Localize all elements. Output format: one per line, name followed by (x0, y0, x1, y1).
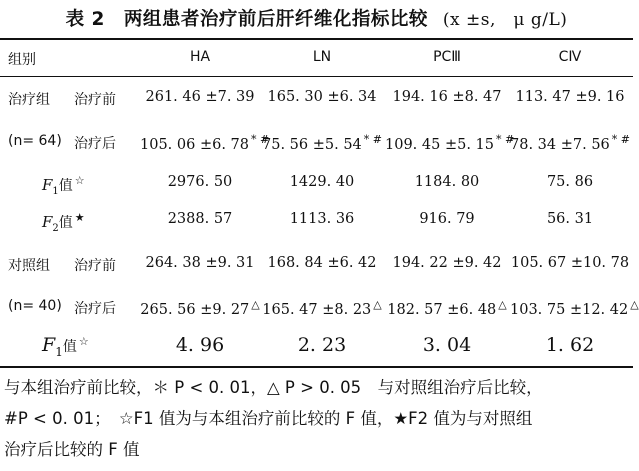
value-c4: 105. 67 ±10. 78 (510, 255, 630, 271)
significance-mark: * # (251, 133, 270, 146)
value-pc3: 109. 45 ±5. 15 * # (385, 133, 515, 153)
group-label: 对照组 (8, 258, 50, 274)
value-ln: 2. 23 (297, 334, 347, 356)
value-c4: 56. 31 (546, 211, 594, 227)
table-title-label: 表 2 两组患者治疗前后肝纤维化指标比较 (65, 9, 428, 30)
value-ha: 2388. 57 (167, 211, 233, 227)
header-c4: CⅣ (558, 49, 582, 65)
table-header-rule (0, 76, 633, 77)
significance-mark: * # (611, 133, 630, 146)
table-top-rule (0, 38, 633, 40)
triangle-icon: △ (498, 298, 507, 311)
value-ln: 75. 56 ±5. 54 * # (262, 133, 382, 153)
table-title (0, 5, 633, 31)
triangle-icon: △ (251, 298, 260, 311)
hollow-star-icon: ☆ (74, 174, 85, 187)
significance-mark: * # (496, 133, 515, 146)
value-ln: 1429. 40 (289, 174, 355, 190)
header-pc3: PCⅢ (433, 49, 461, 65)
footnote-line: 与本组治疗前比较，＊ P < 0. 01，△ P > 0. 05 与对照组治疗后比较， (4, 378, 543, 397)
phase-label: 治疗前 (74, 92, 116, 108)
value-ln: 168. 84 ±6. 42 (267, 255, 377, 271)
phase-label: 治疗后 (74, 136, 116, 152)
value-ha: 4. 96 (175, 334, 225, 356)
group-n-label: (n= 64) (8, 133, 62, 149)
phase-label: 治疗前 (74, 258, 116, 274)
triangle-icon: △ (630, 298, 639, 311)
value-pc3: 182. 57 ±6. 48 △ (387, 298, 507, 318)
significance-mark: * # (363, 133, 382, 146)
value-c4: 1. 62 (545, 334, 595, 356)
value-c4: 75. 86 (546, 174, 594, 190)
group-n-label: (n= 40) (8, 298, 62, 314)
value-ln: 165. 47 ±8. 23 △ (262, 298, 382, 318)
value-ln: 1113. 36 (289, 211, 355, 227)
f1-label: $F_1$值 ☆ (42, 174, 85, 197)
hollow-star-icon: ☆ (78, 335, 89, 348)
header-group: 组别 (8, 52, 36, 68)
value-pc3: 1184. 80 (414, 174, 480, 190)
header-ln: LN (312, 49, 332, 65)
triangle-icon: △ (373, 298, 382, 311)
value-pc3: 194. 22 ±9. 42 (392, 255, 502, 271)
table-unit: (x ±s, μ g/L) (442, 10, 568, 30)
value-c4: 78. 34 ±7. 56 * # (510, 133, 630, 153)
footnote-line: #P < 0. 01； ☆F1 值为与本组治疗前比较的 F 值，★F2 值为与对照组 (4, 409, 533, 428)
value-pc3: 916. 79 (419, 211, 475, 227)
header-ha: HA (189, 49, 211, 65)
value-ha: 265. 56 ±9. 27 △ (140, 298, 260, 318)
value-ha: 105. 06 ±6. 78 * # (140, 133, 270, 153)
value-ha: 2976. 50 (167, 174, 233, 190)
phase-label: 治疗后 (74, 301, 116, 317)
value-ha: 261. 46 ±7. 39 (145, 89, 255, 105)
value-pc3: 194. 16 ±8. 47 (392, 89, 502, 105)
value-ln: 165. 30 ±6. 34 (267, 89, 377, 105)
f1-label: $F_1$值 ☆ (42, 334, 89, 359)
value-c4: 103. 75 ±12. 42 △ (510, 298, 639, 318)
value-pc3: 3. 04 (422, 334, 472, 356)
group-label: 治疗组 (8, 92, 50, 108)
solid-star-icon: ★ (74, 211, 85, 224)
f2-label: $F_2$值 ★ (42, 211, 85, 234)
value-ha: 264. 38 ±9. 31 (145, 255, 255, 271)
footnote-line: 治疗后比较的 F 值 (4, 440, 140, 459)
table-bottom-rule (0, 366, 633, 368)
table-footnote (4, 372, 629, 465)
value-c4: 113. 47 ±9. 16 (515, 89, 625, 105)
